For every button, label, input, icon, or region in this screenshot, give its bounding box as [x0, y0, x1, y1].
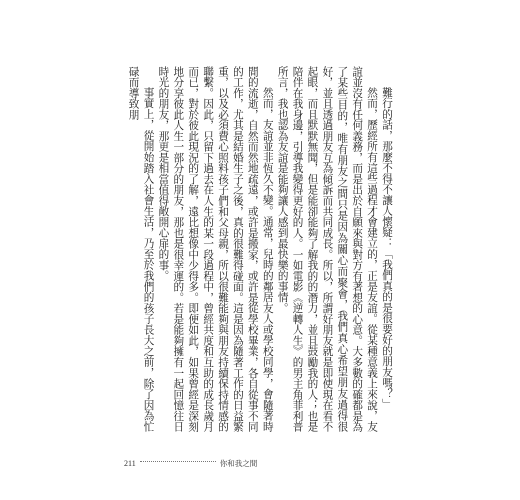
paragraph: 然而，友誼並非恆久不變。通常，兒時的鄰居友人或學校同學，會隨著時間的流逝，自然而然地疏遠，或許是搬家，或許是從學校畢業，各自從事不同的工作，尤其是結婚生子之後，真的很難得碰面。這是因為隨著工作的日益繁重，以及必須費心照料孩子們和父母親，所以很難能夠與朋友持續保持情感的聯繫。因此，只留下過去在人生的某一段過程中，曾經共度和互助的成長歲月而已，對於彼此現況的了解，遠比想像中少得多。即便如此，如果曾經是深刻地分享彼此人生一部分的朋友，那也是很幸運的。若是能夠擁有一起回憶往日時光的朋友，那更是相當值得敞開心扉的事。 — [157, 66, 274, 432]
paragraph: 然而，歷經所有這些過程才會建立的，正是友誼。從某種意義上來說，友誼並沒有任何義務，而是出於自願來與對方有著想的心意。大多數的確都是為了某些目的，唯有朋友之間只是因為關心而聚會，我們真心希望朋友過得很好，並且透過朋友互為傾訴而共同成長。所以，所謂好朋友就是即使現在看不起眼，而且默默無聞，但是能卻能夠了解我的的潛力，並且鼓勵我的人；也是陪伴在我身邊，引導我變得更好的人。一如電影《逆轉人生》的男主角菲利普所言，我也認為友誼是能夠讓人感到最快樂的事情。 — [276, 66, 379, 432]
page-number: 211 — [124, 458, 136, 468]
footer-dotted-leader — [140, 461, 216, 462]
running-title: 你和我之間 — [219, 458, 258, 468]
page-footer — [124, 457, 257, 469]
paragraph: 難行的話，那麼不得不讓人懷疑：「我們真的是很要好的朋友嗎？」 — [381, 87, 393, 410]
vertical-text-block — [126, 66, 394, 432]
paragraph: 事實上，從開始踏入社會生活，乃至於我們的孩子長大之前，除了因為忙碌而導致朋 — [127, 66, 155, 432]
